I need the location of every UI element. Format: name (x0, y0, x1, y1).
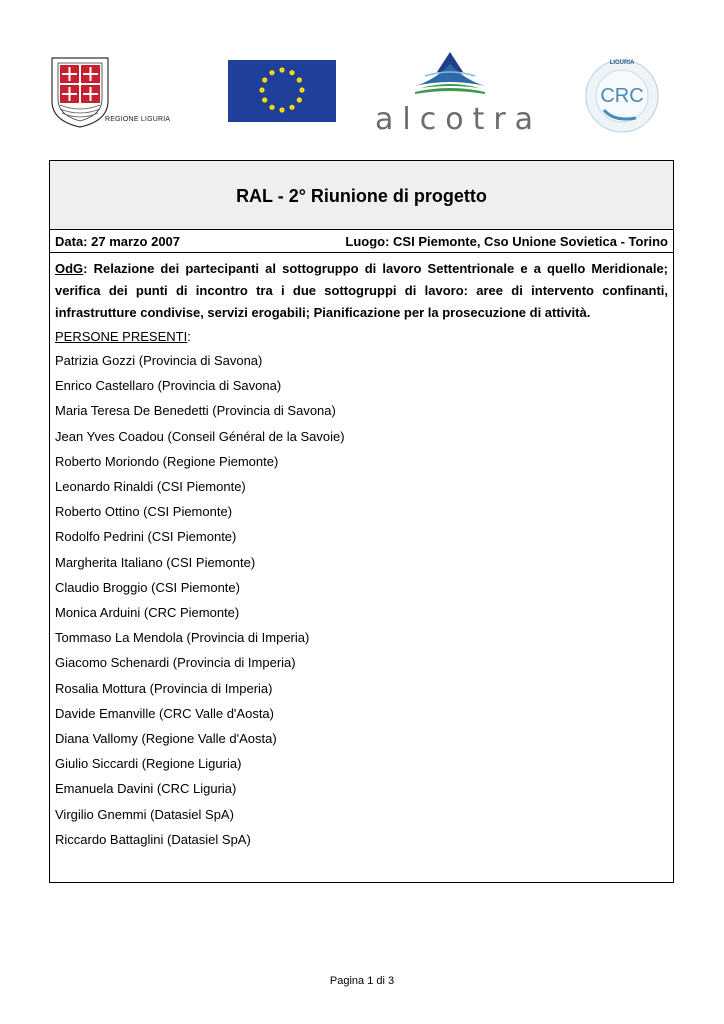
list-item: Jean Yves Coadou (Conseil Général de la Savoie) (55, 428, 345, 444)
list-item: Monica Arduini (CRC Piemonte) (55, 605, 240, 621)
list-item: Davide Emanville (CRC Valle d'Aosta) (55, 705, 274, 721)
document-content (50, 253, 673, 852)
alcotra-logo (375, 50, 543, 137)
title-box (50, 161, 673, 230)
agenda-label: OdG (55, 261, 84, 276)
list-item: Roberto Moriondo (Regione Piemonte) (55, 453, 279, 469)
page-footer: Pagina 1 di 3 (329, 975, 395, 987)
list-item: Giacomo Schenardi (Provincia di Imperia) (55, 655, 296, 671)
list-item: Emanuela Davini (CRC Liguria) (55, 781, 237, 797)
list-item: Tommaso La Mendola (Provincia di Imperia) (55, 630, 310, 646)
meeting-date: Data: 27 marzo 2007 (55, 233, 181, 249)
alcotra-mountain-icon (375, 50, 525, 102)
list-item: Margherita Italiano (CSI Piemonte) (55, 554, 256, 570)
list-item: Diana Vallomy (Regione Valle d'Aosta) (55, 731, 277, 747)
list-item: Enrico Castellaro (Provincia di Savona) (55, 378, 282, 394)
persons-label: PERSONE PRESENTI (55, 329, 188, 344)
list-item: Rosalia Mottura (Provincia di Imperia) (55, 680, 273, 696)
svg-text:CRC: CRC (600, 85, 644, 107)
crest-shield-icon (52, 58, 108, 127)
agenda-text: : Relazione dei partecipanti al sottogruppo di lavoro Settentrionale e a quello Meridionale; verifica dei punti di incontro tra i due sottogruppi di lavoro: aree di intervento confinanti, infrastrutture condivise, servizi erogabili; Pianificazione per la prosecuzione di attività. (55, 261, 668, 320)
list-item: Rodolfo Pedrini (CSI Piemonte) (55, 529, 237, 545)
list-item: Giulio Siccardi (Regione Liguria) (55, 756, 242, 772)
crc-liguria-logo (580, 52, 664, 136)
eu-flag-logo (228, 60, 336, 122)
meeting-document-frame (49, 160, 674, 883)
meeting-location: Luogo: CSI Piemonte, Cso Unione Sovietica - Torino (345, 233, 668, 249)
list-item: Patrizia Gozzi (Provincia di Savona) (55, 353, 263, 368)
list-item: Riccardo Battaglini (Datasiel SpA) (55, 831, 251, 847)
list-item: Maria Teresa De Benedetti (Provincia di Savona) (55, 403, 336, 419)
persons-colon: : (187, 329, 191, 344)
list-item: Roberto Ottino (CSI Piemonte) (55, 504, 233, 520)
persons-list (55, 348, 668, 852)
page-title: RAL - 2° Riunione di progetto (236, 185, 487, 206)
list-item: Virgilio Gnemmi (Datasiel SpA) (55, 806, 234, 822)
regione-liguria-logo (50, 55, 180, 130)
region-caption: REGIONE LIGURIA (105, 116, 171, 123)
list-item: Claudio Broggio (CSI Piemonte) (55, 579, 240, 595)
page-header (0, 0, 724, 150)
agenda-paragraph (55, 258, 668, 324)
svg-text:LIGURIA: LIGURIA (609, 60, 635, 66)
meta-row (50, 230, 673, 253)
list-item: Leonardo Rinaldi (CSI Piemonte) (55, 479, 246, 495)
persons-heading (55, 326, 668, 348)
alcotra-wordmark: alcotra (375, 102, 543, 137)
